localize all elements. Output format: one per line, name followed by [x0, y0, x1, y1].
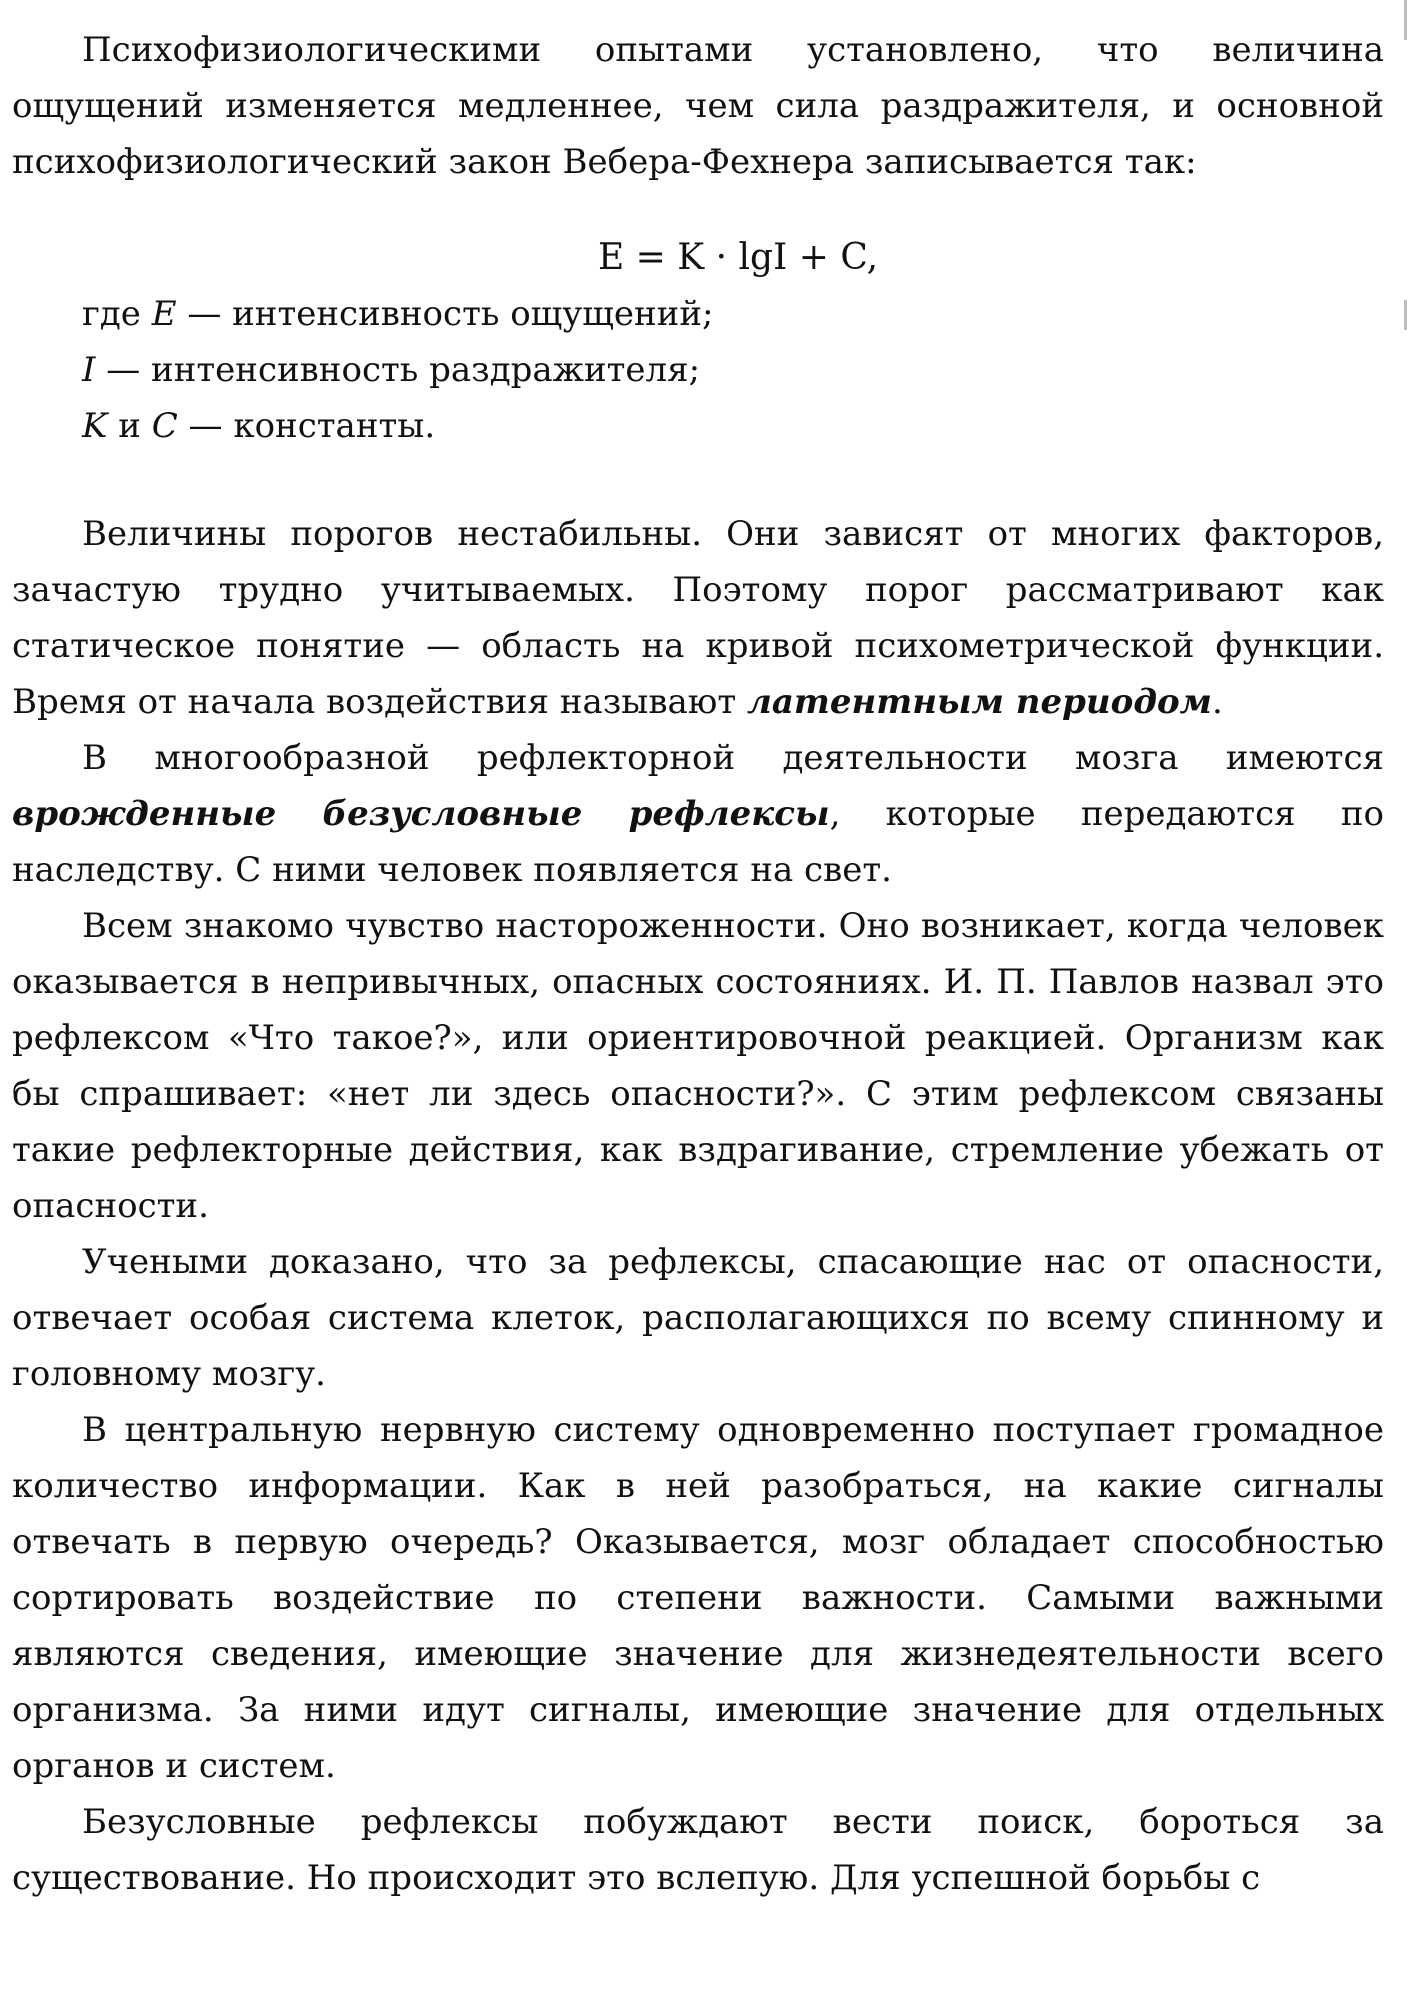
legend-text: — константы.	[177, 406, 436, 446]
legend-text: — интенсивность раздражителя;	[95, 350, 701, 390]
paragraph-text: .	[1211, 682, 1223, 722]
paragraph-text: В многообразной рефлекторной деятельности мозга имеются	[82, 738, 1384, 778]
formula-block	[12, 230, 1384, 454]
paragraph-weber-fechner-intro: Психофизиологическими опытами установлено, что величина ощущений изменяется медленнее, чем сила раздражителя, и основной психофизиологический закон Вебера-Фехнера записывается так:	[12, 30, 1384, 182]
legend-conjunction: и	[107, 406, 152, 446]
paragraph-text: Величины порогов нестабильны. Они зависят от многих факторов, зачастую трудно учитываемых. Поэтому порог рассматривают как статическое понятие — область на кривой психометрической функции. Время от начала воздействия называют	[12, 514, 1384, 722]
formula-legend-k-c	[12, 398, 1384, 454]
document-page	[12, 22, 1384, 1906]
paragraph-innate-reflexes	[12, 730, 1384, 898]
term-innate-unconditioned-reflexes: врожденные безусловные рефлексы	[12, 794, 830, 834]
legend-variable-k: K	[82, 406, 108, 446]
legend-prefix: где	[82, 294, 152, 334]
paragraph-text: , которые передаются по наследству. С ними человек появляется на свет.	[12, 794, 1384, 890]
weber-fechner-formula: E = K · lgI + C,	[597, 237, 879, 278]
scan-edge-mark	[1404, 300, 1407, 330]
paragraph-orienting-reflex: Всем знакомо чувство настороженности. Оно возникает, когда человек оказывается в непривычных, опасных состояниях. И. П. Павлов назвал это рефлексом «Что такое?», или ориентировочной реакцией. Организм как бы спрашивает: «нет ли здесь опасности?». С этим рефлексом связаны такие рефлекторные действия, как вздрагивание, стремление убежать от опасности.	[12, 906, 1384, 1226]
term-latent-period: латентным периодом	[746, 682, 1212, 722]
paragraph-unconditioned-search: Безусловные рефлексы побуждают вести поиск, бороться за существование. Но происходит это вслепую. Для успешной борьбы с	[12, 1802, 1384, 1898]
scan-edge-mark	[1404, 0, 1407, 40]
paragraph-thresholds	[12, 506, 1384, 730]
legend-variable-e: E	[151, 294, 177, 334]
legend-variable-c: C	[151, 406, 178, 446]
formula-legend-i	[12, 342, 1384, 398]
legend-variable-i: I	[82, 350, 96, 390]
paragraph-information-sorting: В центральную нервную систему одновременно поступает громадное количество информации. Как в ней разобраться, на какие сигналы отвечать в первую очередь? Оказывается, мозг обладает способностью сортировать воздействие по степени важности. Самыми важными являются сведения, имеющие значение для жизнедеятельности всего организма. За ними идут сигналы, имеющие значение для отдельных органов и систем.	[12, 1410, 1384, 1786]
paragraph-protective-cells: Учеными доказано, что за рефлексы, спасающие нас от опасности, отвечает особая система клеток, располагающихся по всему спинному и головному мозгу.	[12, 1242, 1384, 1394]
legend-text: — интенсивность ощущений;	[176, 294, 714, 334]
formula-legend-e	[12, 286, 1384, 342]
